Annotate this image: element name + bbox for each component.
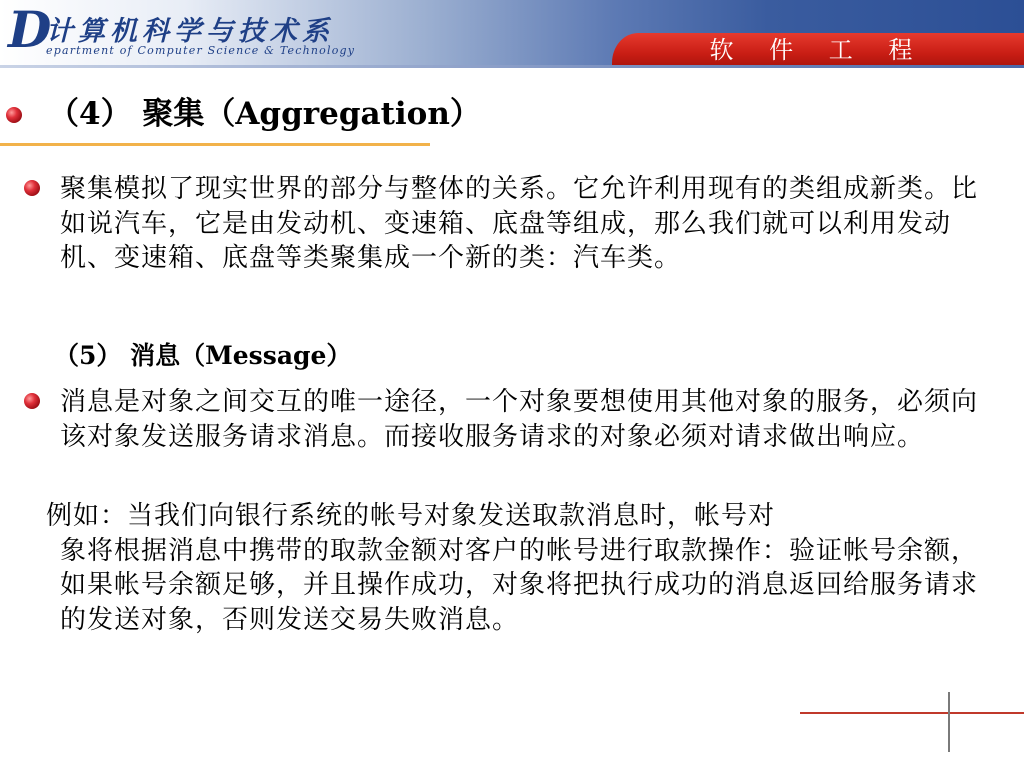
corner-decoration-line: [948, 692, 950, 752]
aggregation-paragraph: 聚集模拟了现实世界的部分与整体的关系。它允许利用现有的类组成新类。比如说汽车，它是由发动机、变速箱、底盘等组成，那么我们就可以利用发动机、变速箱、底盘等类聚集成一个新的类：汽车类。: [60, 174, 979, 273]
department-name-en: epartment of Computer Science & Technology: [46, 44, 356, 57]
section-heading-message: （5） 消息（Message）: [54, 341, 352, 370]
course-title: 软 件 工 程: [709, 36, 927, 64]
example-first-line: 例如：当我们向银行系统的帐号对象发送取款消息时，帐号对: [46, 501, 776, 531]
course-tab: [612, 33, 1024, 68]
example-rest: 象将根据消息中携带的取款金额对客户的帐号进行取款操作：验证帐号余额，如果帐号余额足够，并且操作成功，对象将把执行成功的消息返回给服务请求的发送对象，否则发送交易失败消息。: [60, 535, 979, 635]
paragraph-bullet-icon: [24, 180, 40, 196]
heading-underline: [0, 143, 430, 146]
message-paragraph: 消息是对象之间交互的唯一途径，一个对象要想使用其他对象的服务，必须向该对象发送服务请求消息。而接收服务请求的对象必须对请求做出响应。: [60, 387, 979, 452]
heading-bullet-icon: [6, 107, 22, 123]
header-banner: [0, 0, 1024, 68]
section-heading-aggregation: （4） 聚集（Aggregation）: [48, 96, 481, 132]
department-logo: D: [8, 0, 52, 59]
corner-decoration-line: [800, 712, 1024, 714]
paragraph-bullet-icon: [24, 393, 40, 409]
department-name-cn: 计算机科学与技术系: [46, 16, 334, 47]
example-paragraph: [46, 499, 990, 637]
